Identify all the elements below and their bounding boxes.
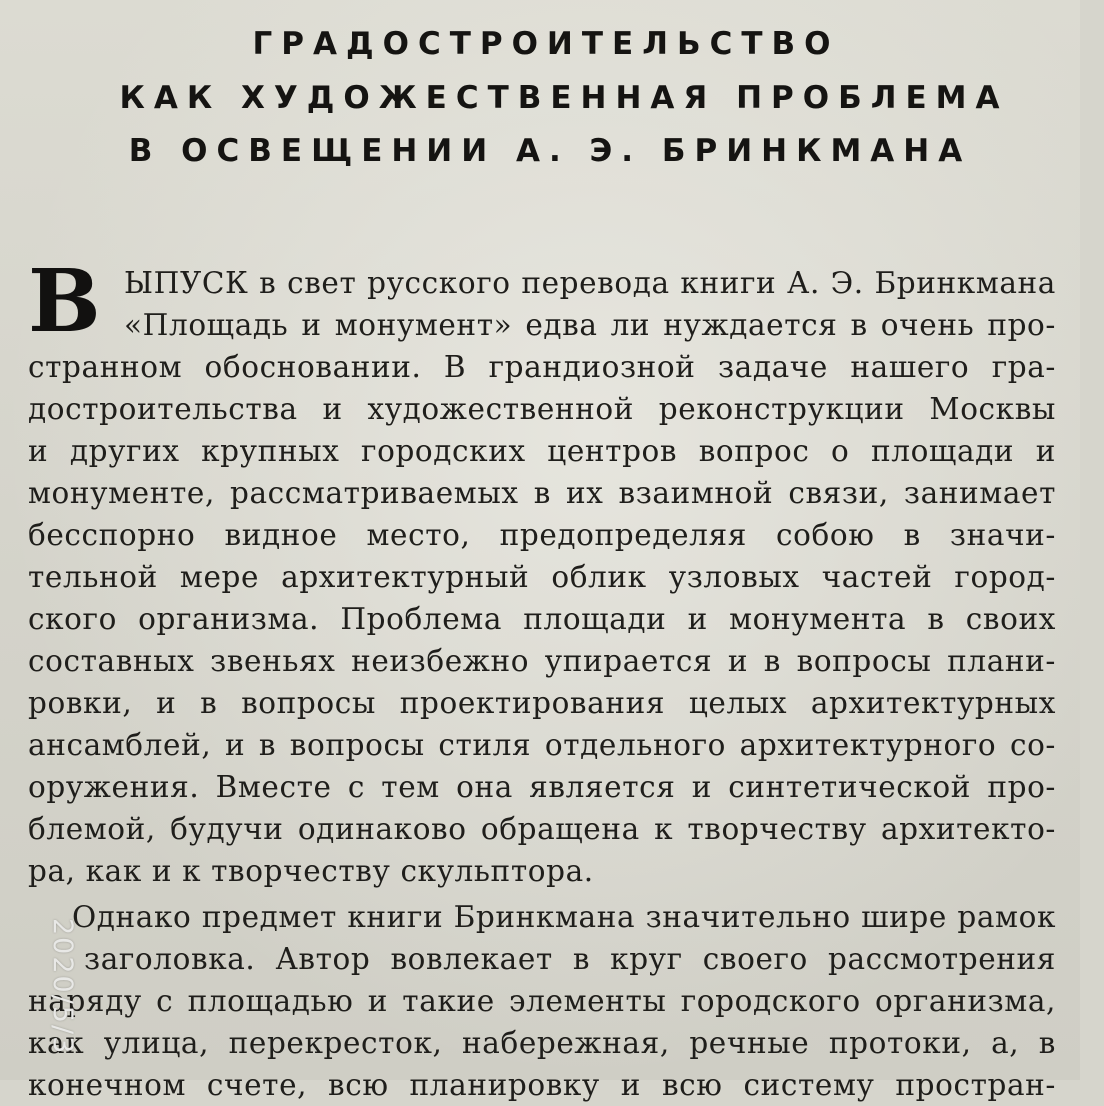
text-line: наряду с площадью и такие элементы городского организма, xyxy=(28,984,1056,1018)
title-line-3: В ОСВЕЩЕНИИ А. Э. БРИНКМАНА xyxy=(128,133,972,169)
text-line: ансамблей, и в вопросы стиля отдельного архитектурного со- xyxy=(28,728,1056,762)
text-line: как улица, перекресток, набережная, речные протоки, а, в xyxy=(28,1026,1056,1060)
text-line: Однако предмет книги Бринкмана значительно шире рамок xyxy=(72,900,1056,934)
text-line: заголовка. Автор вовлекает в круг своего рассмотрения xyxy=(84,942,1056,976)
text-line: составных звеньях неизбежно упирается и в вопросы плани- xyxy=(28,644,1056,678)
text-line: ЫПУСК в свет русского перевода книги А. Э. Бринкмана xyxy=(124,266,1056,300)
text-line: ра, как и к творчеству скульптора. xyxy=(28,854,594,888)
text-line: блемой, будучи одинаково обращена к творчеству архитекто- xyxy=(28,812,1056,846)
text-line: монументе, рассматриваемых в их взаимной связи, занимает xyxy=(28,476,1056,510)
text-line: ского организма. Проблема площади и монумента в своих xyxy=(28,602,1056,636)
photo-date-stamp: 2020/5/3 xyxy=(47,918,78,1056)
text-line: ровки, и в вопросы проектирования целых архитектурных xyxy=(28,686,1056,720)
text-line: тельной мере архитектурный облик узловых частей город- xyxy=(28,560,1056,594)
text-line: достроительства и художественной реконструкции Москвы xyxy=(28,392,1056,426)
text-line: и других крупных городских центров вопрос о площади и xyxy=(28,434,1056,468)
drop-cap: В xyxy=(28,251,101,352)
text-line: «Площадь и монумент» едва ли нуждается в очень про- xyxy=(124,308,1056,342)
text-line: бесспорно видное место, предопределяя собою в значи- xyxy=(28,518,1056,552)
title-line-2: КАК ХУДОЖЕСТВЕННАЯ ПРОБЛЕМА xyxy=(119,80,1009,116)
text-line: странном обосновании. В грандиозной задаче нашего гра- xyxy=(28,350,1056,384)
title-line-1: ГРАДОСТРОИТЕЛЬСТВО xyxy=(252,26,840,62)
text-line: конечном счете, всю планировку и всю систему простран- xyxy=(28,1068,1056,1102)
text-line: оружения. Вместе с тем она является и синтетической про- xyxy=(28,770,1056,804)
